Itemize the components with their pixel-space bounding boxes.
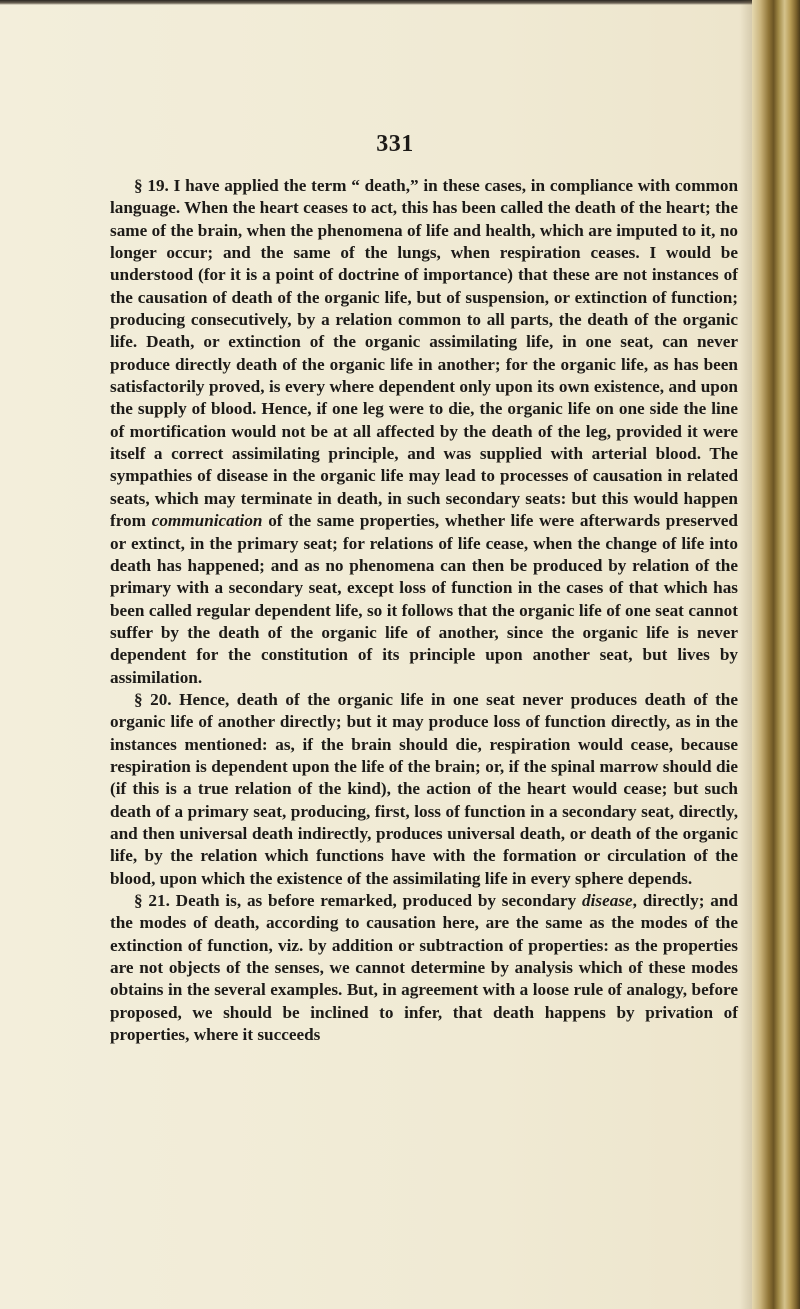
paragraph-section-21 (110, 890, 738, 1046)
text-segment: , directly; and the modes of death, according to causation here, are the same as the modes of the extinction of function, viz. by addition or subtraction of properties: as the properties are not objects of the senses, we cannot determine by analysis which of these modes obtains in the several examples. But, in agreement with a loose rule of analogy, before proposed, we should be inclined to infer, that death happens by privation of properties, where it succeeds (110, 891, 738, 1045)
page-number: 331 (376, 131, 414, 157)
text-segment: of the same properties, whether life were afterwards preserved or extinct, in the primary seat; for relations of life cease, when the change of life into death has happened; and as no phenomena can then be produced by relation of the primary with a secondary seat, except loss of function in the cases of that which has been called regular dependent life, so it follows that the organic life of one seat cannot suffer by the death of the organic life of another, since the organic life is never dependent for the constitution of its principle upon another seat, but lives by assimilation. (110, 511, 738, 687)
paragraph-section-20 (110, 689, 738, 890)
text-segment: § 20. Hence, death of the organic life in one seat never produces death of the organic life of another directly; but it may produce loss of function directly, as in the instances mentioned: as, if the brain should die, respiration would cease, because respiration is dependent upon the life of the brain; or, if the spinal marrow should die (if this is a true relation of the kind), the action of the heart would cease; but such death of a primary seat, producing, first, loss of function in a secondary seat, directly, and then universal death indirectly, produces universal death, or death of the organic life, by the relation which functions have with the formation or circulation of the blood, upon which the existence of the assimilating life in every sphere depends. (110, 689, 738, 888)
page-top-edge-shadow (0, 0, 760, 5)
book-binding-edge (752, 0, 800, 1309)
emphasized-term: disease (582, 891, 633, 910)
text-segment: § 21. Death is, as before remarked, produced by secondary (134, 891, 583, 910)
emphasized-term: communication (151, 511, 263, 531)
paragraph-section-19 (110, 175, 738, 689)
text-segment: § 19. I have applied the term “ death,” in these cases, in compliance with common language. When the heart ceases to act, this has been called the death of the heart; the same of the brain, when the phenomena of life and health, which are imputed to it, no longer occur; and the same of the lungs, when respiration ceases. I would be understood (for it is a point of doctrine of importance) that these are not instances of the causation of death of the organic life, but of suspension, or extinction of function; producing consecutively, by a relation common to all parts, the death of the organic life. Death, or extinction of the organic assimilating life, in one seat, can never produce directly death of the organic life in another; for the organic life, as has been satisfactorily proved, is every where dependent only upon its own existence, and upon the supply of blood. Hence, if one leg were to die, the organic life on one side the line of mortification would not be at all affected by the death of the leg, provided it were itself a correct assimilating principle, and was supplied with arterial blood. The sympathies of disease in the organic life may lead to processes of causation in related seats, which may terminate in death, in such secondary seats: but this would happen from (110, 176, 738, 531)
body-text (110, 175, 738, 1046)
